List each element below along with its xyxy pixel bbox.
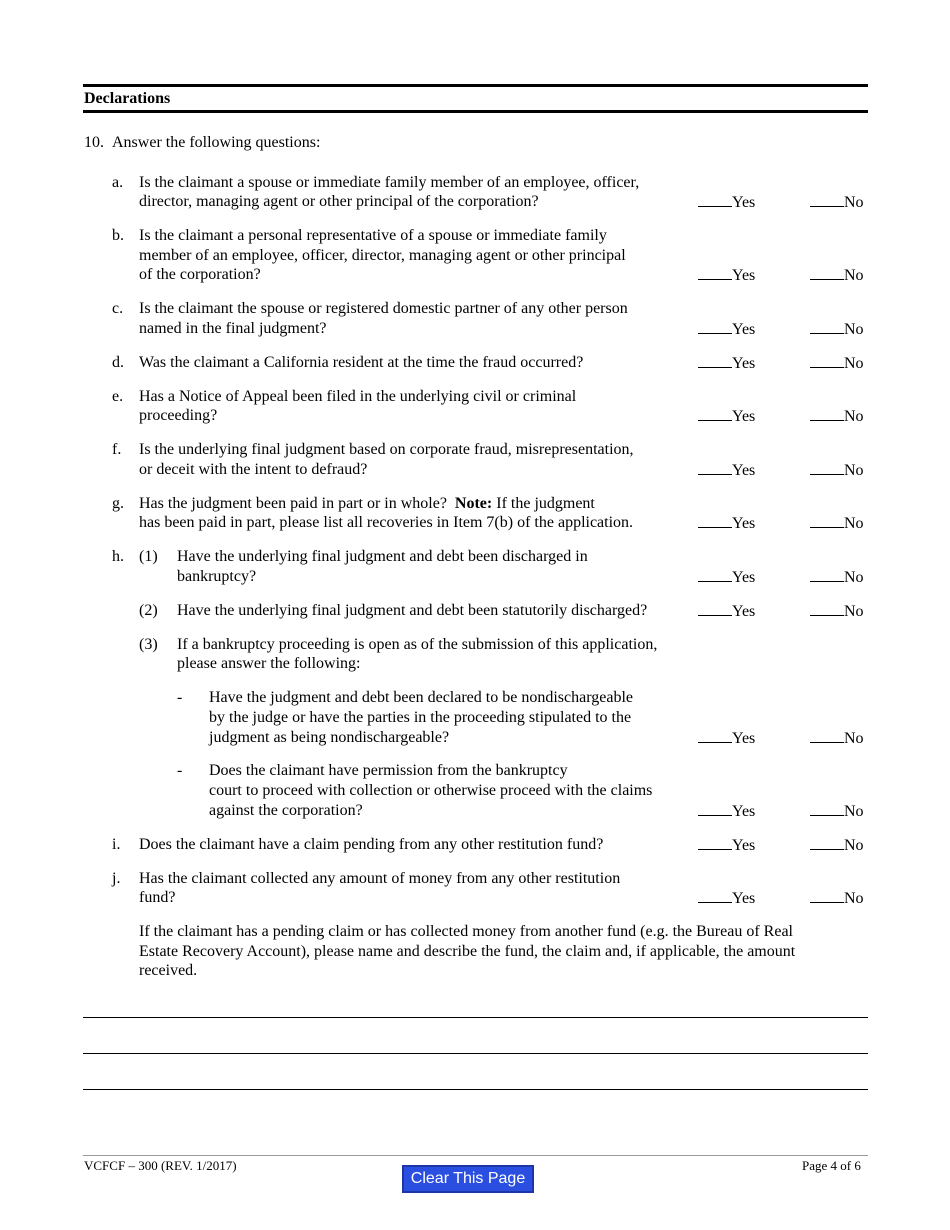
item-e-yes[interactable]: Yes	[698, 406, 755, 427]
item-h3-dash1-yes[interactable]: Yes	[698, 728, 755, 749]
item-j-line1: Has the claimant collected any amount of money from any other restitution	[139, 870, 621, 887]
item-g-line2: has been paid in part, please list all recoveries in Item 7(b) of the application.	[139, 514, 634, 531]
item-h3-line2: please answer the following:	[177, 655, 361, 672]
item-f-no[interactable]: No	[810, 460, 864, 481]
item-e-no[interactable]: No	[810, 406, 864, 427]
fund-note-line1: If the claimant has a pending claim or has collected money from another fund (e.g. the Bureau of Real	[139, 923, 793, 940]
item-i-no[interactable]: No	[810, 835, 864, 856]
item-f-line2: or deceit with the intent to defraud?	[139, 461, 368, 478]
item-h3-dash2-no[interactable]: No	[810, 801, 864, 822]
item-i-line1: Does the claimant have a claim pending from any other restitution fund?	[139, 836, 604, 853]
item-d-no[interactable]: No	[810, 353, 864, 374]
item-b-letter: b.	[112, 227, 124, 244]
item-h3-dash2-bullet: -	[177, 762, 183, 779]
item-f-yes[interactable]: Yes	[698, 460, 755, 481]
fund-note-line3: received.	[139, 962, 198, 979]
item-g-line1-b: If the judgment	[492, 495, 595, 512]
item-g-letter: g.	[112, 495, 124, 512]
item-h3-line1: If a bankruptcy proceeding is open as of the submission of this application,	[177, 636, 658, 653]
item-b-yes[interactable]: Yes	[698, 265, 755, 286]
item-c-no[interactable]: No	[810, 319, 864, 340]
item-b-no[interactable]: No	[810, 265, 864, 286]
item-h2-yes[interactable]: Yes	[698, 601, 755, 622]
page-number: Page 4 of 6	[802, 1158, 861, 1173]
question-text: Answer the following questions:	[112, 134, 321, 151]
item-a-no[interactable]: No	[810, 192, 864, 213]
item-f-letter: f.	[112, 441, 122, 458]
item-h3-dash2-line1: Does the claimant have permission from the bankruptcy	[209, 762, 568, 779]
clear-page-button[interactable]: Clear This Page	[402, 1165, 534, 1193]
item-h3-dash1-no[interactable]: No	[810, 728, 864, 749]
item-h3-dash2-line2: court to proceed with collection or otherwise proceed with the claims	[209, 782, 653, 799]
item-g-no[interactable]: No	[810, 513, 864, 534]
item-d-line1: Was the claimant a California resident at the time the fraud occurred?	[139, 354, 584, 371]
item-b-line3: of the corporation?	[139, 266, 261, 283]
item-h3-dash2-yes[interactable]: Yes	[698, 801, 755, 822]
item-g-note-label: Note:	[454, 495, 493, 512]
item-h3-dash1-line2: by the judge or have the parties in the proceeding stipulated to the	[209, 709, 632, 726]
form-id: VCFCF – 300 (REV. 1/2017)	[84, 1158, 237, 1173]
item-h-letter: h.	[112, 548, 124, 565]
item-e-line2: proceeding?	[139, 407, 218, 424]
item-a-line1: Is the claimant a spouse or immediate family member of an employee, officer,	[139, 174, 640, 191]
footer-rule	[83, 1155, 868, 1156]
item-h2-no[interactable]: No	[810, 601, 864, 622]
item-h3-dash1-bullet: -	[177, 689, 183, 706]
item-e-line1: Has a Notice of Appeal been filed in the underlying civil or criminal	[139, 388, 577, 405]
item-h2-line1: Have the underlying final judgment and debt been statutorily discharged?	[177, 602, 648, 619]
item-i-letter: i.	[112, 836, 121, 853]
question-number: 10.	[84, 134, 104, 151]
answer-line-2[interactable]	[83, 1053, 868, 1054]
section-bottom-rule	[83, 110, 868, 113]
answer-line-1[interactable]	[83, 1017, 868, 1018]
item-c-line2: named in the final judgment?	[139, 320, 327, 337]
item-h3-dash2-line3: against the corporation?	[209, 802, 363, 819]
item-g-yes[interactable]: Yes	[698, 513, 755, 534]
item-f-line1: Is the underlying final judgment based on corporate fraud, misrepresentation,	[139, 441, 634, 458]
item-a-yes[interactable]: Yes	[698, 192, 755, 213]
section-title: Declarations	[84, 90, 171, 107]
item-g-line1	[139, 494, 595, 514]
item-a-letter: a.	[112, 174, 124, 191]
item-a-line2: director, managing agent or other principal of the corporation?	[139, 193, 539, 210]
item-c-yes[interactable]: Yes	[698, 319, 755, 340]
section-top-rule	[83, 84, 868, 87]
fund-note-line2: Estate Recovery Account), please name and describe the fund, the claim and, if applicable, the amount	[139, 943, 796, 960]
item-e-letter: e.	[112, 388, 124, 405]
item-b-line1: Is the claimant a personal representative of a spouse or immediate family	[139, 227, 607, 244]
item-h1-line2: bankruptcy?	[177, 568, 257, 585]
item-j-letter: j.	[112, 870, 121, 887]
item-h1-no[interactable]: No	[810, 567, 864, 588]
item-j-no[interactable]: No	[810, 888, 864, 909]
item-c-line1: Is the claimant the spouse or registered domestic partner of any other person	[139, 300, 628, 317]
item-g-line1-a: Has the judgment been paid in part or in whole?	[139, 495, 447, 512]
item-h1-yes[interactable]: Yes	[698, 567, 755, 588]
item-i-yes[interactable]: Yes	[698, 835, 755, 856]
item-h3-dash1-line3: judgment as being nondischargeable?	[209, 729, 450, 746]
item-j-line2: fund?	[139, 889, 176, 906]
item-d-letter: d.	[112, 354, 124, 371]
item-h3-dash1-line1: Have the judgment and debt been declared to be nondischargeable	[209, 689, 633, 706]
item-h1-number: (1)	[139, 548, 158, 565]
item-j-yes[interactable]: Yes	[698, 888, 755, 909]
answer-line-3[interactable]	[83, 1089, 868, 1090]
item-b-line2: member of an employee, officer, director, managing agent or other principal	[139, 247, 626, 264]
item-d-yes[interactable]: Yes	[698, 353, 755, 374]
item-h2-number: (2)	[139, 602, 158, 619]
item-h3-number: (3)	[139, 636, 158, 653]
item-h1-line1: Have the underlying final judgment and debt been discharged in	[177, 548, 588, 565]
item-c-letter: c.	[112, 300, 124, 317]
